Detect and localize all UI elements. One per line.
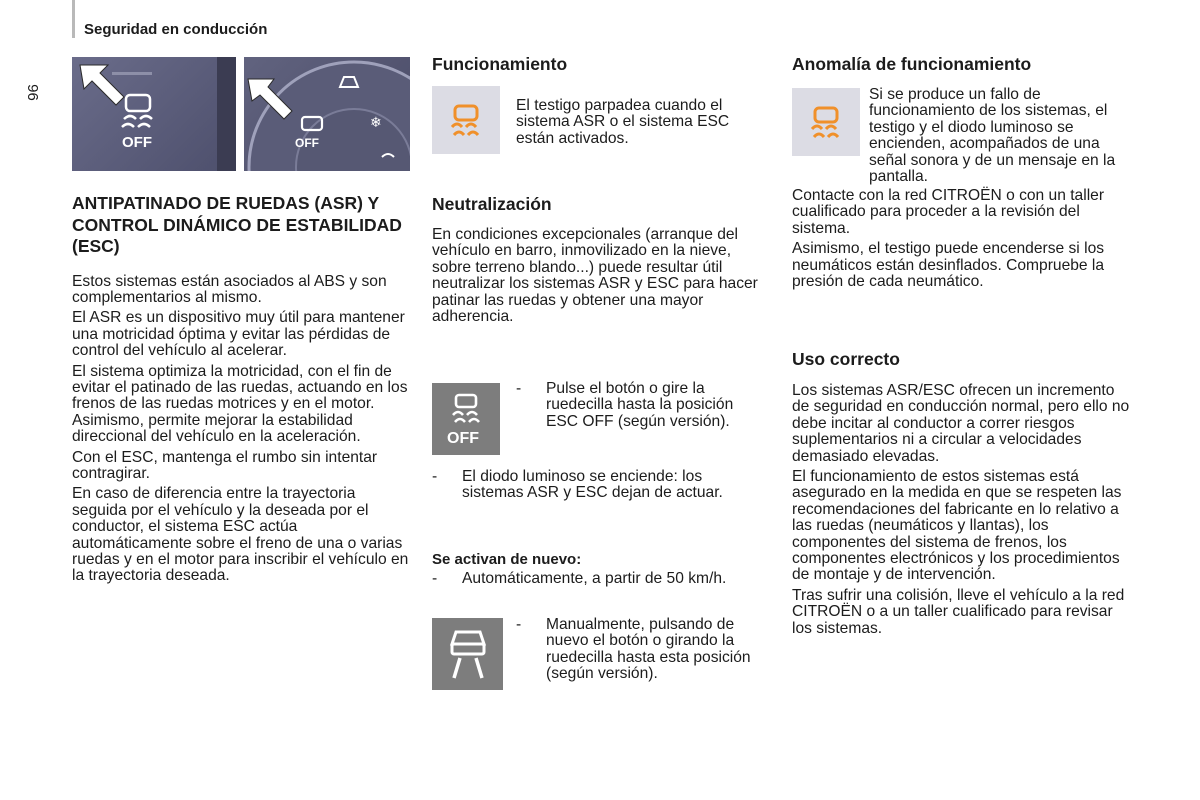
- list-dash: -: [432, 468, 438, 485]
- photo-off-text: OFF: [122, 134, 152, 151]
- button-photo-left: [72, 57, 236, 171]
- paragraph: El funcionamiento de estos sistemas está asegurado en la medida en que se respeten las recomendaciones del fabricante en lo relativo a las ruedas (neumáticos y llantas), los componentes del sistema de frenos, los componentes electrónicos y los procedimientos de montaje y de intervención.: [792, 468, 1122, 584]
- uso-correcto-heading: Uso correcto: [792, 349, 900, 369]
- paragraph: El sistema optimiza la motricidad, con el fin de evitar el patinado de las ruedas, actuando en los frenos de las ruedas motrices y en el motor. Asimismo, permite mejorar la estabilidad direccional del vehículo en la aceleración.: [72, 362, 408, 446]
- paragraph: En condiciones excepcionales (arranque del vehículo en barro, inmovilizado en la nieve, sobre terreno blando...) puede resultar útil neutralizar los sistemas ASR y ESC para hacer patinar las ruedas y obtener una mayor adherencia.: [432, 226, 758, 326]
- paragraph: Automáticamente, a partir de 50 km/h.: [462, 570, 727, 587]
- anomalia-heading: Anomalía de funcionamiento: [792, 54, 1032, 74]
- anomalia-more: [792, 188, 1134, 294]
- paragraph: Con el ESC, mantenga el rumbo sin intentar contragirar.: [72, 448, 378, 482]
- section-header: Seguridad en conducción: [84, 21, 268, 38]
- paragraph: En caso de diferencia entre la trayectoria seguida por el vehículo y la deseada por el conductor, el sistema ESC actúa automáticamente sobre el freno de una o varias ruedas y en el motor para inscribir el vehículo en la trayectoria deseada.: [72, 485, 409, 585]
- left-column: [72, 193, 412, 589]
- funcionamiento-heading: Funcionamiento: [432, 54, 568, 74]
- reactivan-heading: Se activan de nuevo:: [432, 551, 582, 568]
- list-dash: -: [432, 570, 438, 587]
- paragraph: Manualmente, pulsando de nuevo el botón o girando la ruedecilla hasta esta posición (según versión).: [546, 616, 751, 683]
- paragraph: Tras sufrir una colisión, lleve el vehículo a la red CITROËN o a un taller cualificado para revisar los sistemas.: [792, 586, 1125, 637]
- asr-fault-warning-icon: [792, 88, 860, 156]
- list-dash: -: [516, 616, 522, 633]
- esc-off-button-icon: [432, 383, 500, 455]
- step-1: [546, 381, 746, 434]
- paragraph: El testigo parpadea cuando el sistema ASR o el sistema ESC están activados.: [516, 97, 730, 147]
- anomalia-text: [869, 87, 1131, 189]
- paragraph: Asimismo, el testigo puede encenderse si los neumáticos están desinflados. Compruebe la presión de cada neumático.: [792, 240, 1105, 291]
- paragraph: Los sistemas ASR/ESC ofrecen un incremento de seguridad en conducción normal, pero ello no debe incitar al conductor a correr riesgos suplementarios ni a circular a velocidades demasiado elevadas.: [792, 382, 1130, 465]
- page-number: 96: [23, 84, 41, 101]
- esc-on-button-icon: [432, 618, 503, 690]
- main-title: ANTIPATINADO DE RUEDAS (ASR) Y CONTROL DINÁMICO DE ESTABILIDAD (ESC): [72, 193, 402, 256]
- paragraph: Pulse el botón o gire la ruedecilla hasta la posición ESC OFF (según versión).: [546, 380, 734, 430]
- header-divider: [72, 0, 75, 38]
- paragraph: Contacte con la red CITROËN o con un taller cualificado para proceder a la revisión del sistema.: [792, 187, 1105, 237]
- step-2: [462, 469, 762, 506]
- step-4: [546, 617, 756, 687]
- list-dash: -: [516, 380, 522, 397]
- paragraph: Si se produce un fallo de funcionamiento de los sistemas, el testigo y el diodo luminoso se encienden, acompañados de una señal sonora y de un mensaje en la pantalla.: [869, 86, 1116, 186]
- step-3: [462, 571, 732, 591]
- neutralizacion-text: [432, 227, 772, 329]
- funcionamiento-text: [516, 98, 766, 151]
- paragraph: El ASR es un dispositivo muy útil para mantener una motricidad óptima y evitar las pérdidas de control del vehículo al acelerar.: [72, 309, 405, 360]
- dial-photo-right: [244, 57, 410, 171]
- uso-correcto-text: [792, 383, 1134, 641]
- paragraph: El diodo luminoso se enciende: los sistemas ASR y ESC dejan de actuar.: [462, 468, 723, 502]
- neutralizacion-heading: Neutralización: [432, 194, 552, 214]
- dial-off-text: OFF: [295, 136, 319, 150]
- off-icon-text: OFF: [447, 430, 479, 447]
- paragraph: Estos sistemas están asociados al ABS y son complementarios al mismo.: [72, 272, 387, 306]
- asr-warning-icon: [432, 86, 500, 154]
- svg-text:❄: ❄: [370, 115, 382, 131]
